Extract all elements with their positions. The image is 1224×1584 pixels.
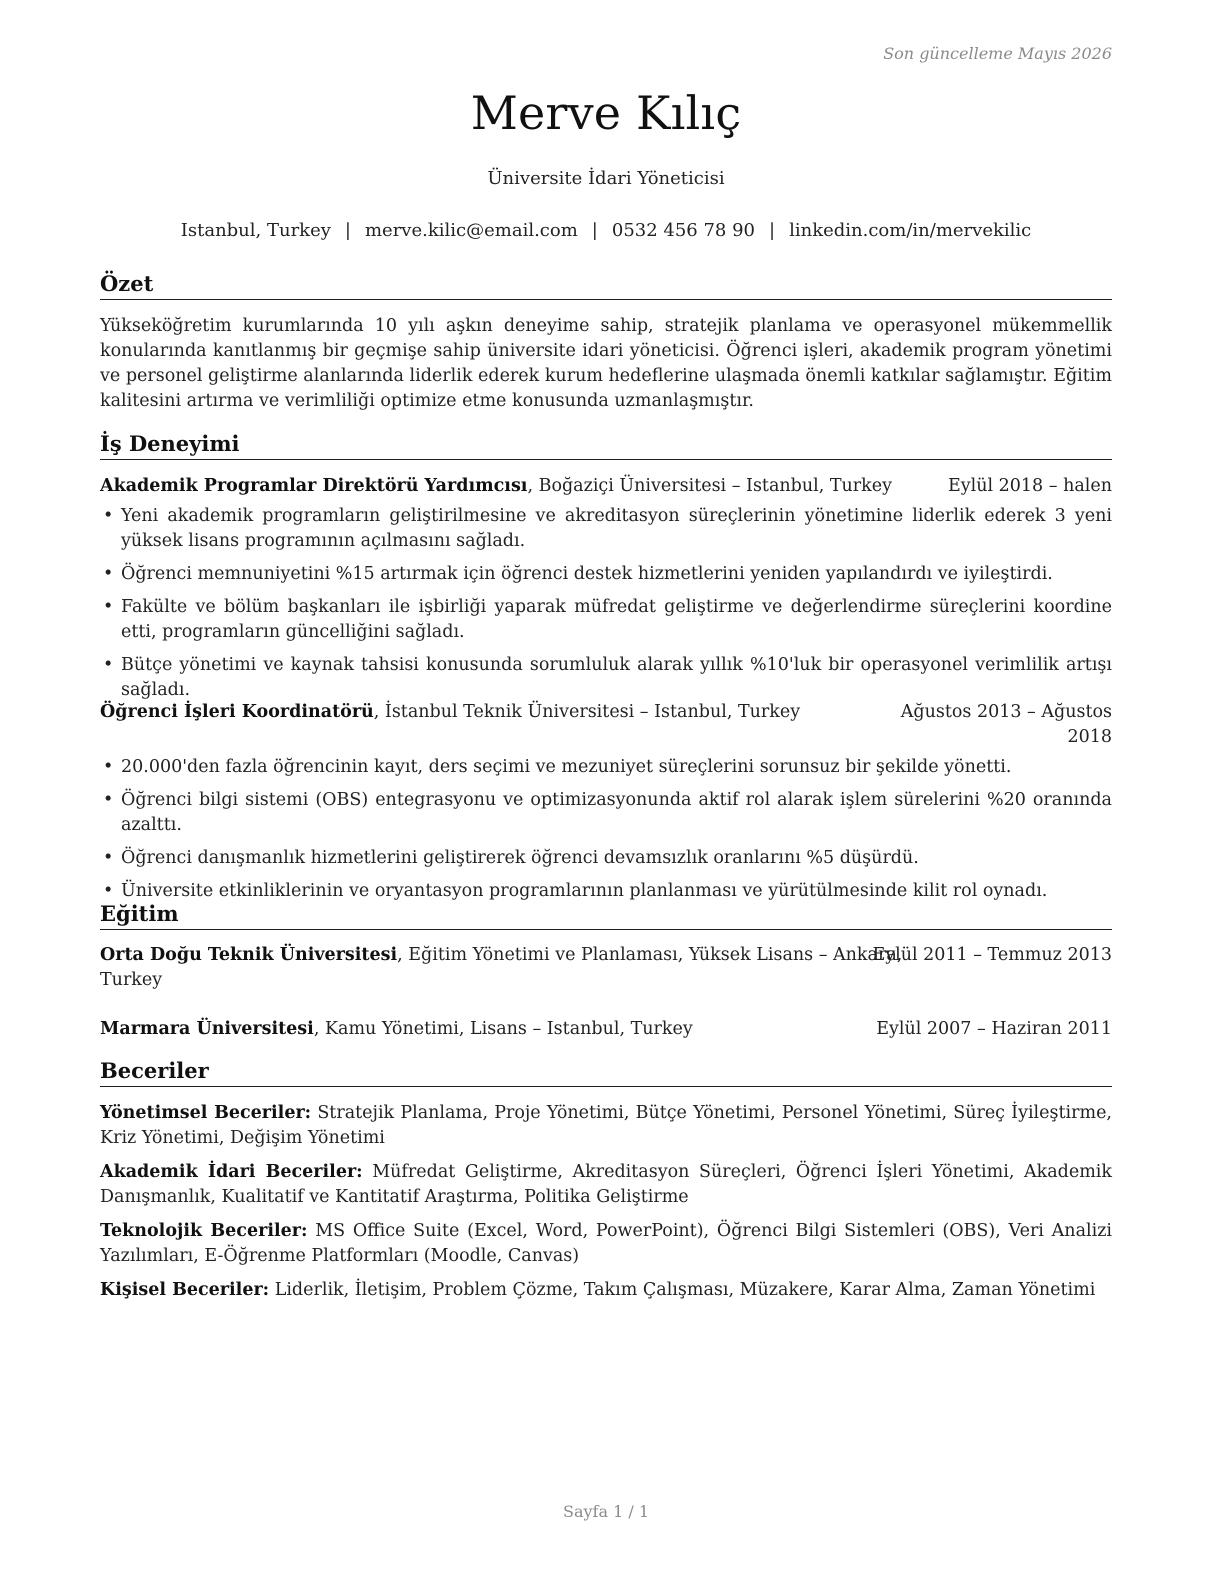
section-heading-skills: Beceriler — [100, 1058, 1112, 1087]
job-title-org — [100, 700, 800, 725]
contact-linkedin[interactable]: linkedin.com/in/mervekilic — [789, 220, 1032, 241]
contact-line — [100, 220, 1112, 241]
resume-page — [100, 0, 1112, 1584]
skill-label: Teknolojik Beceriler: — [100, 1221, 308, 1241]
section-heading-experience: İş Deneyimi — [100, 431, 1112, 460]
list-item: • Öğrenci memnuniyetini %15 artırmak için öğrenci destek hizmetlerini yeniden yapılandırdı ve iyileştirdi. — [100, 562, 1112, 587]
job-org: , Boğaziçi Üniversitesi – Istanbul, Turkey — [527, 476, 893, 496]
job-title-org — [100, 474, 892, 499]
page-number: Sayfa 1 / 1 — [562, 1502, 649, 1521]
job-bullets — [100, 755, 1112, 912]
job-dates: Ağustos 2013 – Ağustos 2018 — [900, 702, 1112, 747]
job-bullets — [100, 504, 1112, 711]
skill-label: Yönetimsel Beceriler: — [100, 1103, 312, 1123]
bullet-icon: • — [103, 881, 114, 901]
bullet-icon: • — [103, 757, 114, 777]
contact-separator: | — [769, 220, 776, 241]
job-org: , İstanbul Teknik Üniversitesi – Istanbul, Turkey — [373, 702, 801, 722]
skill-label: Kişisel Beceriler: — [100, 1280, 270, 1300]
education-dates: Eylül 2011 – Temmuz 2013 — [872, 945, 1112, 965]
education-school-detail — [100, 1017, 693, 1042]
education-school-detail — [100, 943, 902, 993]
skill-text: Müfredat Geliştirme, Akreditasyon Süreçleri, Öğrenci İşleri Yönetimi, Akademik Danışmanlık, Kualitatif ve Kantitatif Araştırma, Politika Geliştirme — [100, 1162, 1113, 1207]
summary-text: Yükseköğretim kurumlarında 10 yılı aşkın deneyime sahip, stratejik planlama ve operasyonel mükemmellik konularında kanıtlanmış bir geçmişe sahip üniversite idari yöneticisi. Öğrenci işleri, akademik program yönetimi ve personel geliştirme alanlarında liderlik ederek kurum hedeflerine ulaşmada önemli katkılar sağlamıştır. Eğitim kalitesini artırma ve verimliliği optimize etme konusunda uzmanlaşmıştır. — [100, 316, 1112, 411]
list-item: • 20.000'den fazla öğrencinin kayıt, ders seçimi ve mezuniyet süreçlerini sorunsuz bir şekilde yönetti. — [100, 755, 1112, 780]
bullet-icon: • — [103, 848, 114, 868]
education-detail: , Kamu Yönetimi, Lisans – Istanbul, Turkey — [313, 1019, 693, 1039]
contact-email[interactable]: merve.kilic@email.com — [364, 220, 578, 241]
contact-separator: | — [344, 220, 351, 241]
bullet-icon: • — [103, 564, 114, 584]
list-item: • Üniversite etkinliklerinin ve oryantasyon programlarının planlanması ve yürütülmesinde kilit rol oynadı. — [100, 879, 1112, 904]
skill-item — [100, 1278, 1112, 1303]
bullet-icon: • — [103, 506, 114, 526]
job-header — [100, 700, 1112, 750]
education-detail-cont: Turkey — [100, 970, 163, 990]
list-item: • Öğrenci bilgi sistemi (OBS) entegrasyonu ve optimizasyonunda aktif rol alarak işlem sürelerini %20 oranında azalttı. — [103, 790, 1112, 835]
list-item: • Öğrenci danışmanlık hizmetlerini geliştirerek öğrenci devamsızlık oranlarını %5 düşürdü. — [100, 846, 1112, 871]
skill-label: Akademik İdari Beceriler: — [100, 1162, 363, 1182]
bullet-icon: • — [103, 790, 114, 810]
bullet-icon: • — [103, 655, 114, 675]
skill-text: Stratejik Planlama, Proje Yönetimi, Bütçe Yönetimi, Personel Yönetimi, Süreç İyileştirme, Kriz Yönetimi, Değişim Yönetimi — [100, 1103, 1112, 1148]
skill-item — [100, 1219, 1112, 1269]
education-detail: , Eğitim Yönetimi ve Planlaması, Yüksek Lisans – Ankara, — [397, 945, 903, 965]
last-updated: Son güncelleme Mayıs 2026 — [883, 44, 1112, 63]
list-item: • Bütçe yönetimi ve kaynak tahsisi konusunda sorumluluk alarak yıllık %10'luk bir operasyonel verimlilik artışı sağladı. — [103, 655, 1112, 700]
education-item — [100, 1017, 1112, 1042]
education-school: Marmara Üniversitesi — [100, 1019, 314, 1039]
education-item — [100, 943, 1112, 993]
job-dates: Eylül 2018 – halen — [947, 476, 1112, 496]
contact-separator: | — [591, 220, 598, 241]
contact-phone: 0532 456 78 90 — [611, 220, 756, 241]
job-title: Üniversite İdari Yöneticisi — [487, 168, 725, 189]
skill-item — [100, 1101, 1112, 1151]
job-role: Öğrenci İşleri Koordinatörü — [100, 702, 374, 722]
skill-item — [100, 1160, 1112, 1210]
job-role: Akademik Programlar Direktörü Yardımcısı — [100, 476, 528, 496]
list-item: • Fakülte ve bölüm başkanları ile işbirliği yaparak müfredat geliştirme ve değerlendirme süreçlerini koordine etti, programların güncelliğini sağladı. — [103, 597, 1112, 642]
section-heading-summary: Özet — [100, 271, 1112, 300]
skill-text: MS Office Suite (Excel, Word, PowerPoint), Öğrenci Bilgi Sistemleri (OBS), Veri Analizi Yazılımları, E-Öğrenme Platformları (Moodle, Canvas) — [100, 1221, 1113, 1266]
education-school: Orta Doğu Teknik Üniversitesi — [100, 945, 398, 965]
section-heading-education: Eğitim — [100, 901, 1112, 930]
education-dates: Eylül 2007 – Haziran 2011 — [876, 1019, 1112, 1039]
skill-text: Liderlik, İletişim, Problem Çözme, Takım Çalışması, Müzakere, Karar Alma, Zaman Yönetimi — [269, 1280, 1096, 1300]
person-name: Merve Kılıç — [470, 86, 742, 140]
job-header — [100, 474, 1112, 499]
list-item: • Yeni akademik programların geliştirilmesine ve akreditasyon süreçlerinin yönetimine liderlik ederek 3 yeni yüksek lisans programının açılmasını sağladı. — [103, 506, 1112, 551]
bullet-icon: • — [103, 597, 114, 617]
contact-location: Istanbul, Turkey — [180, 220, 331, 241]
